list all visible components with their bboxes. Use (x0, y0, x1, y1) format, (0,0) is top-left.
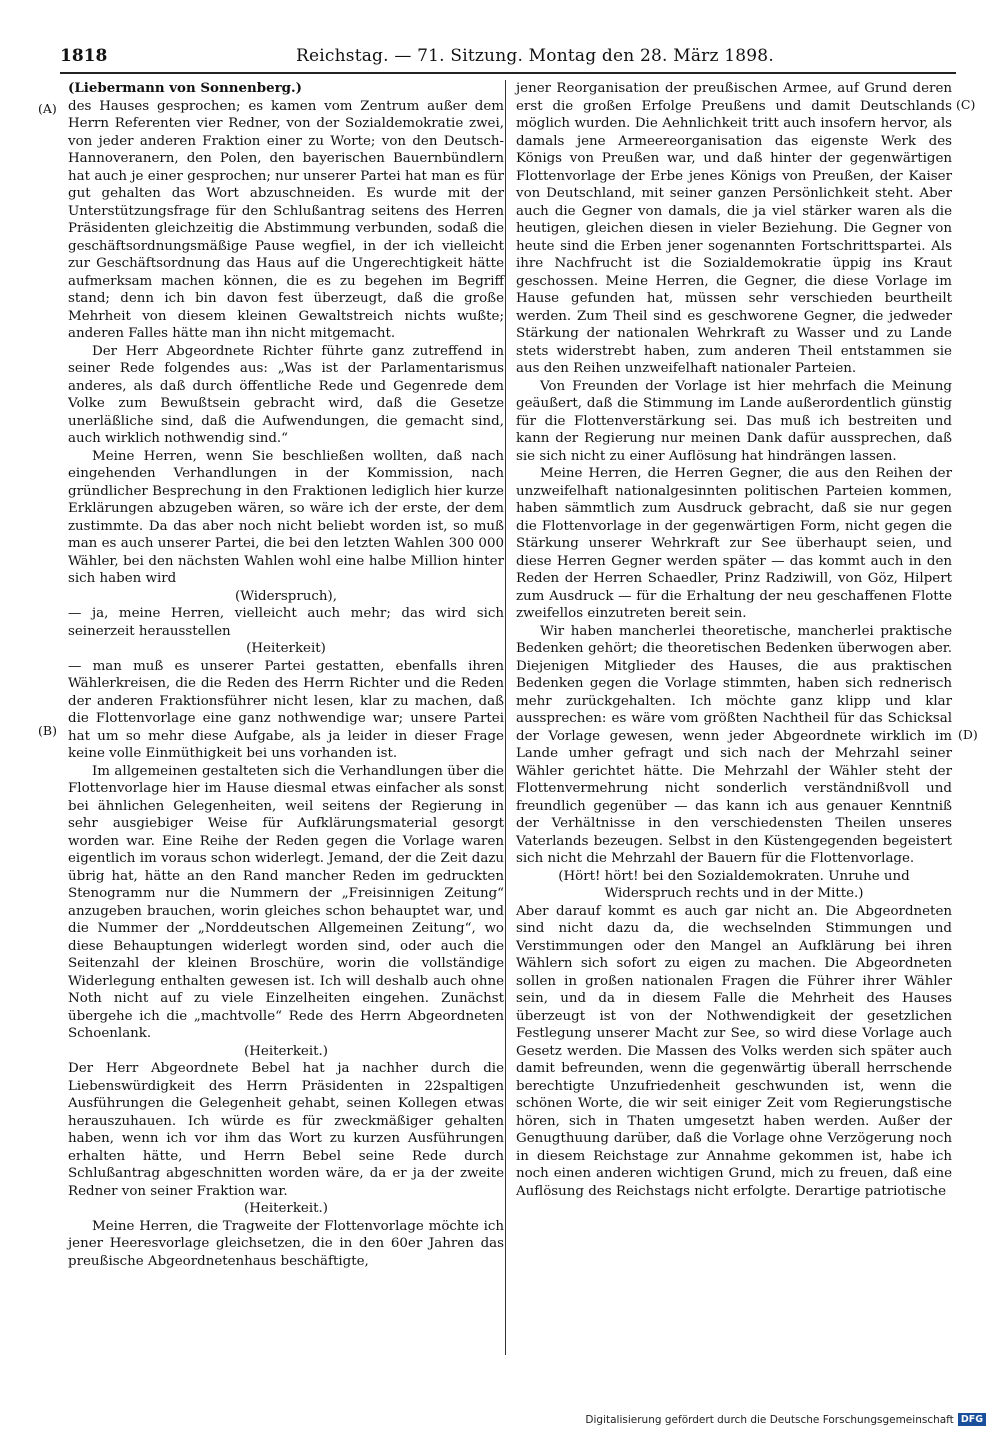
page-header (60, 46, 960, 70)
margin-mark-a: (A) (38, 101, 57, 116)
paragraph: Meine Herren, die Tragweite der Flottenvorlage möchte ich jener Heeresvorlage gleichsetzen, die in den 60er Jahren das preußische Abgeordnetenhaus beschäftigte, (68, 1218, 504, 1269)
paragraph: Von Freunden der Vorlage ist hier mehrfach die Meinung geäußert, daß die Stimmung im Lande außerordentlich günstig für die Flottenverstärkung sei. Das muß ich bestreiten und kann der Regierung nur meinen Dank dafür aussprechen, daß sie sich nicht zu einer Auflösung hat hindrängen lassen. (516, 378, 952, 464)
left-column (68, 80, 504, 1270)
paragraph: Meine Herren, wenn Sie beschließen wollten, daß nach eingehenden Verhandlungen in der Kommission, nach gründlicher Besprechung in den Fraktionen lediglich hier kurze Erklärungen abzugeben wären, so wäre ich der erste, der dem zustimmte. Da das aber noch nicht beliebt worden ist, so muß man es auch unserer Partei, die bei den letzten Wahlen 300 000 Wähler, bei den nächsten Wahlen wohl eine halbe Million hinter sich haben wird (68, 448, 504, 586)
speaker-name: (Liebermann von Sonnenberg.) (68, 80, 303, 96)
column-divider (505, 80, 506, 1355)
interjection: (Hört! hört! bei den Sozialdemokraten. Unruhe und Widerspruch rechts und in der Mitte.) (558, 868, 910, 901)
paragraph: Der Herr Abgeordnete Bebel hat ja nachher durch die Liebenswürdigkeit des Herrn Präsidenten in 22spaltigen Ausführungen die Gelegenheit gehabt, seinen Kollegen etwas herauszuhauen. Ich würde es für zweckmäßiger gehalten haben, wenn ich vor ihm das Wort zu kurzen Ausführungen erhalten hätte, und Herrn Bebel seine Rede durch Schlußantrag abgeschnitten worden wäre, da er ja der zweite Redner von seiner Fraktion war. (68, 1061, 504, 1199)
dfg-logo: DFG (958, 1413, 986, 1426)
paragraph: jener Reorganisation der preußischen Armee, auf Grund deren erst die großen Erfolge Preußens und damit Deutschlands möglich wurden. Die Aehnlichkeit tritt auch insofern hervor, als damals jene Armeereorganisation das eigenste Werk des Königs von Preußen war, und daß hinter der gegenwärtigen Flottenvorlage der Erbe jenes Königs von Preußen, der Kaiser von Deutschland, mit seiner ganzen Persönlichkeit steht. Aber auch die Gegner von damals, die ja viel stärker waren als die heutigen, gleichen diesen in vieler Beziehung. Die Gegner von heute sind die Erben jener sogenannten Fortschrittspartei. Als ihre Nachfrucht ist die Sozialdemokratie üppig ins Kraut geschossen. Meine Herren, die Gegner, die diese Vorlage im Hause gefunden hat, müssen sehr verschieden beurtheilt werden. Zum Theil sind es geschworene Gegner, die jedweder Stärkung der nationalen Wehrkraft zu Wasser und zu Lande stets widerstrebt haben, zum anderen Theil entstammen sie aus den Reihen unzweifelhaft nationaler Parteien. (516, 81, 952, 376)
paragraph: Der Herr Abgeordnete Richter führte ganz zutreffend in seiner Rede folgendes aus: „Was ist der Parlamentarismus anderes, als daß durch öffentliche Rede und Gegenrede dem Volke zum Bewußtsein gebracht wird, daß die Gesetze unerläßliche sind, daß die Aufwendungen, die gemacht sind, auch wirklich nothwendig sind.“ (68, 343, 504, 446)
paragraph: Im allgemeinen gestalteten sich die Verhandlungen über die Flottenvorlage hier im Hause diesmal etwas einfacher als sonst bei ähnlichen Gelegenheiten, weil seitens der Regierung in sehr ausgiebiger Weise für Aufklärungsmaterial gesorgt worden war. Eine Reihe der Reden gegen die Vorlage waren eigentlich im voraus schon widerlegt. Jemand, der die Zeit dazu übrig hat, hätte an den Rand mancher Reden im gedruckten Stenogramm nur die Nummern der „Freisinnigen Zeitung“ anzugeben brauchen, worin gleiches schon behauptet war, und die Nummer der „Norddeutschen Allgemeinen Zeitung“, wo diese Behauptungen widerlegt worden sind, oder auch die Seitenzahl der kleinen Broschüre, worin die vollständige Widerlegung enthalten gewesen ist. Ich will deshalb auch ohne Noth nicht auf zu viele Einzelheiten eingehen. Zunächst übergehe ich die „machtvolle“ Rede des Herrn Abgeordneten Schoenlank. (68, 763, 504, 1041)
paragraph: Wir haben mancherlei theoretische, mancherlei praktische Bedenken gehört; die theoretischen Bedenken überwogen aber. Diejenigen Mitglieder des Hauses, die aus praktischen Bedenken gegen die Vorlage stimmten, haben sich rednerisch mehr zurückgehalten. Ich möchte ganz klipp und klar aussprechen: es wäre vom größten Nachtheil für das Schicksal der Vorlage gewesen, wenn jeder Abgeordnete wirklich im Lande umher gefragt und sich nach der Mehrzahl seiner Wähler gerichtet hätte. Die Mehrzahl der Wähler steht der Flottenvermehrung nicht sonderlich verständnißvoll und freundlich gegenüber — das kann ich aus genauer Kenntniß der Verhältnisse in den verschiedensten Theilen unseres Vaterlands bezeugen. Selbst in den Küstengegenden begeistert sich nicht die Mehrzahl der Bauern für die Flottenvorlage. (516, 623, 952, 866)
paragraph: des Hauses gesprochen; es kamen vom Zentrum außer dem Herrn Referenten vier Redner, von der Sozialdemokratie zwei, von jeder anderen Fraktion einer zu Worte; von den Deutsch-Hannoveranern, den Polen, den bayerischen Bauernbündlern hat auch je einer gesprochen; nur unserer Partei hat man es für gut gehalten das Wort abzuschneiden. Es wurde mit der Unterstützungsfrage für den Schlußantrag seitens des Herren Präsidenten gleichzeitig die Abstimmung verbunden, sodaß die geschäftsordnungsmäßige Pause wegfiel, in der ich vielleicht zur Geschäftsordnung das Haus auf die Ungerechtigkeit hätte aufmerksam machen können, die es zu begehen im Begriff stand; denn ich bin davon fest überzeugt, daß die große Mehrheit von diesem kleinen Gewaltstreich nichts wußte; anderen Falles hätte man ihn nicht mitgemacht. (68, 98, 504, 341)
paragraph: — ja, meine Herren, vielleicht auch mehr; das wird sich seinerzeit herausstellen (68, 606, 504, 639)
paragraph: Aber darauf kommt es auch gar nicht an. Die Abgeordneten sind nicht dazu da, die wechselnden Stimmungen und Verstimmungen oder den Mangel an Aufklärung bei ihren Wählern sich sofort zu eigen zu machen. Die Abgeordneten sollen in großen nationalen Fragen die Führer ihrer Wähler sein, und da in diesem Falle die Mehrheit des Hauses überzeugt ist von der Nothwendigkeit der gesetzlichen Festlegung unserer Macht zur See, so wird diese Vorlage auch Gesetz werden. Die Massen des Volks werden sich später auch damit befreunden, wenn die gegenwärtig überall herrschende berechtigte Unzufriedenheit geschwunden ist, wenn die schönen Worte, die wir seit einiger Zeit vom Regierungstische hören, sich in Thaten umgesetzt haben werden. Außer der Genugthuung darüber, daß die Vorlage ohne Verzögerung noch in diesem Reichstage zur Annahme gekommen ist, habe ich noch einen anderen wichtigen Grund, mich zu freuen, daß eine Auflösung des Reichstags nicht erfolgte. Derartige patriotische (516, 903, 952, 1199)
header-title: Reichstag. — 71. Sitzung. Montag den 28. März 1898. (296, 46, 774, 66)
paragraph: — man muß es unserer Partei gestatten, ebenfalls ihren Wählerkreisen, die die Reden des Herrn Richter und die Reden der anderen Fraktionsführer nicht lesen, klar zu machen, daß die Flottenvorlage eine ganz nothwendige war; unsere Partei hat um so mehr diese Aufgabe, als ja leider in dieser Frage keine volle Einmüthigkeit bei uns vorhanden ist. (68, 658, 504, 761)
interjection: (Heiterkeit.) (244, 1201, 328, 1216)
interjection: (Widerspruch), (234, 588, 337, 604)
margin-mark-d: (D) (958, 727, 978, 742)
paragraph: Meine Herren, die Herren Gegner, die aus den Reihen der unzweifelhaft nationalgesinnten politischen Parteien kommen, haben sämmtlich zum Ausdruck gebracht, daß sie nur gegen die Flottenvorlage in der gegenwärtigen Form, nicht gegen die Stärkung unserer Wehrkraft zur See überhaupt seien, und diese Herren Gegner werden später — das kommt auch in den Reden der Herren Schaedler, Prinz Radziwill, von Göz, Hilpert zum Ausdruck — für die Erhaltung der neu geschaffenen Flotte zweifellos einzutreten bereit sein. (516, 466, 952, 621)
right-column (516, 80, 952, 1200)
interjection: (Heiterkeit) (246, 641, 326, 656)
header-rule (60, 72, 956, 74)
interjection: (Heiterkeit.) (244, 1043, 328, 1059)
margin-mark-b: (B) (38, 723, 57, 738)
footer-credit: Digitalisierung gefördert durch die Deutsche Forschungsgemeinschaft (585, 1413, 954, 1426)
footer (585, 1413, 986, 1426)
page-number: 1818 (60, 46, 108, 66)
margin-mark-c: (C) (956, 97, 976, 112)
